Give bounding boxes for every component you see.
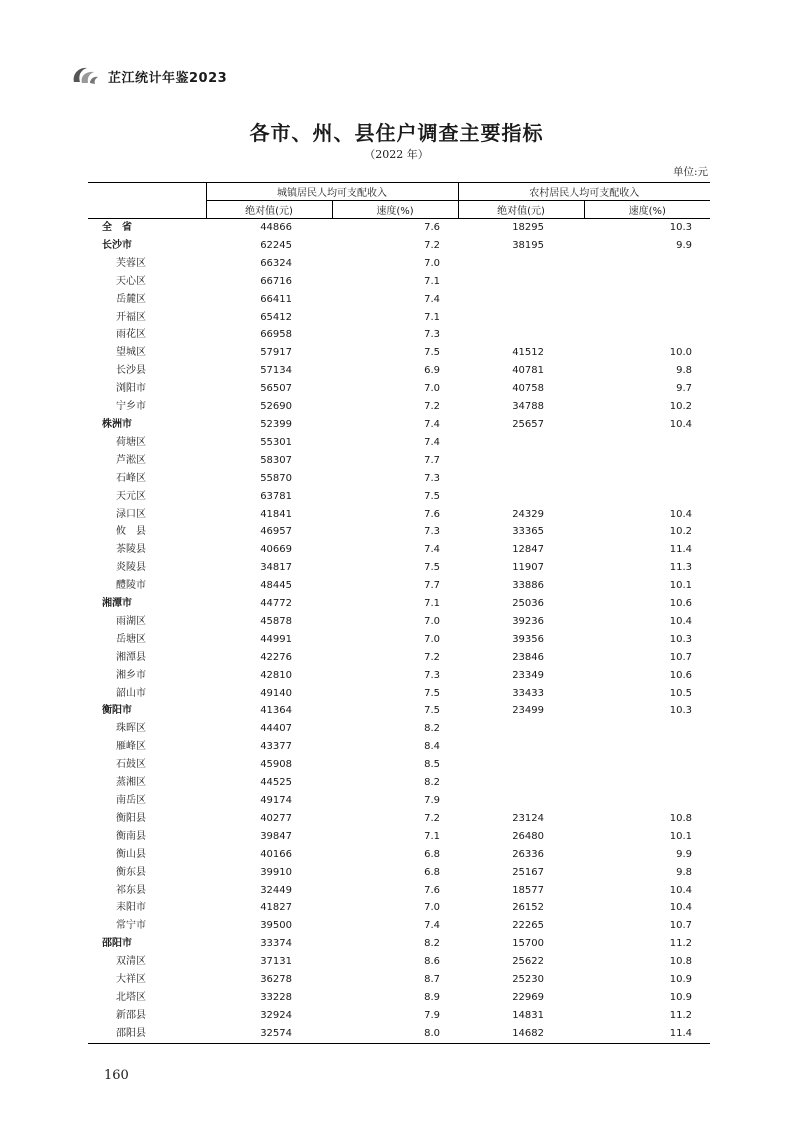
rural-speed-cell: 10.4: [669, 902, 692, 914]
table-row: [88, 595, 710, 613]
rural-abs-cell: 14831: [512, 1009, 544, 1021]
rural-abs-cell: [458, 291, 584, 309]
region-name-cell: 天元区: [116, 490, 146, 502]
rural-speed-cell: 10.0: [669, 347, 692, 359]
table-row: [88, 309, 710, 327]
urban-speed-cell: 6.8: [424, 866, 440, 878]
rural-abs-cell: 26336: [512, 848, 544, 860]
table-row: [88, 326, 710, 344]
rural-abs-cell: [458, 255, 584, 273]
rural-abs-cell: 24329: [512, 508, 544, 520]
rural-abs-cell: [458, 738, 584, 756]
rural-speed-cell: 10.6: [669, 598, 692, 610]
region-name-cell: 宁乡市: [116, 401, 146, 413]
region-name-cell: 雁峰区: [116, 741, 146, 753]
urban-abs-cell: 52399: [260, 418, 292, 430]
rural-abs-cell: [458, 273, 584, 291]
urban-speed-cell: 8.2: [424, 777, 440, 789]
table-row: [88, 559, 710, 577]
table-row: [88, 828, 710, 846]
urban-abs-cell: 39500: [260, 920, 292, 932]
rural-speed-cell: 10.2: [669, 526, 692, 538]
table-row: [88, 613, 710, 631]
income-table: [88, 182, 710, 1044]
urban-abs-cell: 44772: [260, 598, 292, 610]
table-row: [88, 523, 710, 541]
rural-abs-cell: [458, 756, 584, 774]
table-row: [88, 953, 710, 971]
urban-abs-cell: 63781: [260, 490, 292, 502]
header-urban-abs: 绝对值(元): [206, 201, 332, 219]
rural-speed-cell: [584, 273, 710, 291]
rural-speed-cell: [584, 452, 710, 470]
rural-speed-cell: 11.2: [669, 1009, 692, 1021]
urban-speed-cell: 7.1: [424, 598, 440, 610]
region-name-cell: 衡东县: [116, 866, 146, 878]
region-name-cell: 邵阳市: [102, 938, 132, 950]
page-number: 160: [104, 1068, 129, 1083]
region-name-cell: 浏阳市: [116, 383, 146, 395]
rural-abs-cell: [458, 792, 584, 810]
urban-abs-cell: 44525: [260, 777, 292, 789]
rural-speed-cell: 10.7: [669, 920, 692, 932]
table-row: [88, 380, 710, 398]
table-row: [88, 935, 710, 953]
rural-abs-cell: [458, 326, 584, 344]
rural-speed-cell: 10.4: [669, 615, 692, 627]
urban-abs-cell: 32924: [260, 1009, 292, 1021]
rural-abs-cell: 15700: [512, 938, 544, 950]
region-name-cell: 攸 县: [116, 526, 146, 538]
table-row: [88, 899, 710, 917]
region-name-cell: 天心区: [116, 275, 146, 287]
rural-abs-cell: 18577: [512, 884, 544, 896]
region-name-cell: 北塔区: [116, 991, 146, 1003]
page-header: [70, 62, 227, 90]
rural-abs-cell: 14682: [458, 1025, 584, 1043]
urban-abs-cell: 40277: [260, 812, 292, 824]
region-name-cell: 岳塘区: [116, 633, 146, 645]
rural-abs-cell: 41512: [512, 347, 544, 359]
rural-speed-cell: 10.1: [669, 580, 692, 592]
urban-speed-cell: 6.9: [424, 365, 440, 377]
rural-speed-cell: 9.8: [676, 866, 692, 878]
region-name-cell: 衡南县: [116, 830, 146, 842]
urban-abs-cell: 43377: [260, 741, 292, 753]
rural-speed-cell: [584, 434, 710, 452]
rural-speed-cell: [584, 326, 710, 344]
rural-abs-cell: 40781: [512, 365, 544, 377]
table-row: [88, 702, 710, 720]
rural-abs-cell: 12847: [512, 544, 544, 556]
region-name-cell: 株洲市: [102, 418, 132, 430]
region-name-cell: 韶山市: [116, 687, 146, 699]
urban-speed-cell: 7.7: [424, 580, 440, 592]
table-row: [88, 667, 710, 685]
urban-abs-cell: 36278: [260, 974, 292, 986]
rural-abs-cell: 25167: [512, 866, 544, 878]
urban-abs-cell: 66958: [260, 329, 292, 341]
urban-speed-cell: 7.0: [424, 902, 440, 914]
rural-speed-cell: 10.6: [669, 669, 692, 681]
region-name-cell: 石鼓区: [116, 759, 146, 771]
region-name-cell: 珠晖区: [116, 723, 146, 735]
urban-speed-cell: 7.9: [424, 1009, 440, 1021]
urban-abs-cell: 40669: [260, 544, 292, 556]
rural-speed-cell: 9.9: [676, 239, 692, 251]
table-body: [88, 219, 710, 1044]
table-row: [88, 846, 710, 864]
region-name-cell: 渌口区: [116, 508, 146, 520]
urban-abs-cell: 44866: [260, 222, 292, 233]
rural-abs-cell: 39356: [512, 633, 544, 645]
rural-abs-cell: 33433: [512, 687, 544, 699]
urban-speed-cell: 7.0: [424, 633, 440, 645]
urban-abs-cell: 52690: [260, 401, 292, 413]
urban-speed-cell: 7.3: [424, 472, 440, 484]
table-row: [88, 774, 710, 792]
table-row: [88, 362, 710, 380]
urban-abs-cell: 46957: [260, 526, 292, 538]
rural-speed-cell: [584, 756, 710, 774]
rural-abs-cell: 11907: [512, 562, 544, 574]
region-name-cell: 衡阳县: [116, 812, 146, 824]
region-name-cell: 雨湖区: [116, 615, 146, 627]
table-row: [88, 810, 710, 828]
urban-abs-cell: 62245: [260, 239, 292, 251]
rural-abs-cell: 22969: [512, 991, 544, 1003]
rural-speed-cell: [584, 291, 710, 309]
urban-speed-cell: 8.0: [332, 1025, 458, 1043]
rural-speed-cell: 10.3: [669, 705, 692, 717]
rural-abs-cell: [458, 470, 584, 488]
urban-speed-cell: 7.4: [424, 544, 440, 556]
urban-speed-cell: 7.9: [424, 795, 440, 806]
rural-speed-cell: 9.9: [676, 848, 692, 860]
table-row: [88, 291, 710, 309]
region-name-cell: 芦淞区: [116, 454, 146, 466]
region-name-cell: 邵阳县: [88, 1025, 206, 1043]
table-row: [88, 416, 710, 434]
table-row: [88, 398, 710, 416]
rural-speed-cell: 11.3: [669, 562, 692, 574]
region-name-cell: 大祥区: [116, 974, 146, 986]
urban-abs-cell: 45878: [260, 615, 292, 627]
book-title: 芷江统计年鉴2023: [108, 70, 228, 86]
region-name-cell: 蒸湘区: [116, 777, 146, 789]
urban-abs-cell: 65412: [260, 311, 292, 323]
region-name-cell: 常宁市: [116, 920, 146, 932]
table-row: [88, 237, 710, 255]
header-rural-speed: 速度(%): [584, 201, 710, 219]
rural-speed-cell: 10.9: [669, 974, 692, 986]
region-name-cell: 石峰区: [116, 472, 146, 484]
rural-abs-cell: 23124: [512, 812, 544, 824]
table-row: [88, 792, 710, 810]
urban-abs-cell: 41841: [260, 508, 292, 520]
header-urban-group: 城镇居民人均可支配收入: [206, 183, 458, 201]
urban-abs-cell: 41827: [260, 902, 292, 914]
rural-abs-cell: 40758: [512, 383, 544, 395]
region-name-cell: 湘潭市: [102, 598, 132, 610]
rural-speed-cell: [584, 720, 710, 738]
urban-abs-cell: 42810: [260, 669, 292, 681]
yearbook-logo-icon: [70, 64, 100, 88]
table-row: [88, 738, 710, 756]
rural-speed-cell: 10.8: [669, 812, 692, 824]
urban-speed-cell: 7.6: [424, 884, 440, 896]
urban-abs-cell: 49140: [260, 687, 292, 699]
region-name-cell: 湘潭县: [116, 651, 146, 663]
urban-abs-cell: 44991: [260, 633, 292, 645]
urban-abs-cell: 55301: [260, 436, 292, 448]
table-row: [88, 273, 710, 291]
urban-abs-cell: 48445: [260, 580, 292, 592]
table-row: [88, 434, 710, 452]
rural-speed-cell: [584, 488, 710, 506]
urban-speed-cell: 7.1: [424, 830, 440, 842]
rural-abs-cell: [458, 720, 584, 738]
urban-speed-cell: 8.5: [424, 759, 440, 771]
rural-abs-cell: 22265: [512, 920, 544, 932]
urban-abs-cell: 44407: [260, 723, 292, 735]
region-name-cell: 新邵县: [116, 1009, 146, 1021]
urban-speed-cell: 8.4: [424, 741, 440, 753]
urban-speed-cell: 7.5: [424, 347, 440, 359]
urban-abs-cell: 33228: [260, 991, 292, 1003]
rural-abs-cell: 26480: [512, 830, 544, 842]
urban-speed-cell: 7.1: [424, 275, 440, 287]
rural-speed-cell: 11.4: [669, 544, 692, 556]
urban-abs-cell: 56507: [260, 383, 292, 395]
rural-abs-cell: [458, 488, 584, 506]
rural-speed-cell: 10.8: [669, 956, 692, 968]
region-name-cell: 开福区: [116, 311, 146, 323]
urban-speed-cell: 7.0: [424, 615, 440, 627]
page-subtitle: （2022 年）: [364, 148, 429, 161]
region-name-cell: 祁东县: [116, 884, 146, 896]
rural-abs-cell: 25230: [512, 974, 544, 986]
table-row: [88, 631, 710, 649]
table-row: [88, 255, 710, 273]
region-name-cell: 芙蓉区: [116, 257, 146, 269]
rural-abs-cell: [458, 774, 584, 792]
table-row: [88, 577, 710, 595]
table-row: [88, 685, 710, 703]
table-header-group-row: [88, 183, 710, 201]
rural-speed-cell: 11.4: [584, 1025, 710, 1043]
rural-abs-cell: 23846: [512, 651, 544, 663]
header-rural-group: 农村居民人均可支配收入: [458, 183, 710, 201]
table-row: [88, 1007, 710, 1025]
urban-abs-cell: 39847: [260, 830, 292, 842]
rural-abs-cell: 38195: [512, 239, 544, 251]
urban-speed-cell: 8.2: [424, 723, 440, 735]
urban-speed-cell: 7.6: [424, 222, 440, 233]
urban-speed-cell: 6.8: [424, 848, 440, 860]
region-name-cell: 衡山县: [116, 848, 146, 860]
table-row: [88, 452, 710, 470]
urban-abs-cell: 42276: [260, 651, 292, 663]
urban-abs-cell: 40166: [260, 848, 292, 860]
rural-speed-cell: [584, 738, 710, 756]
urban-speed-cell: 7.0: [424, 383, 440, 395]
table-row: [88, 649, 710, 667]
rural-abs-cell: 25622: [512, 956, 544, 968]
rural-speed-cell: 10.4: [669, 508, 692, 520]
urban-abs-cell: 49174: [260, 795, 292, 806]
rural-speed-cell: 10.3: [669, 633, 692, 645]
table-row: [88, 864, 710, 882]
urban-speed-cell: 7.5: [424, 705, 440, 717]
rural-abs-cell: 25036: [512, 598, 544, 610]
table-row: [88, 1025, 710, 1043]
urban-speed-cell: 7.3: [424, 329, 440, 341]
rural-speed-cell: 10.7: [669, 651, 692, 663]
table-row: [88, 971, 710, 989]
rural-abs-cell: 23499: [512, 705, 544, 717]
urban-speed-cell: 8.2: [424, 938, 440, 950]
table-row: [88, 488, 710, 506]
region-name-cell: 荷塘区: [116, 436, 146, 448]
urban-speed-cell: 7.5: [424, 687, 440, 699]
region-name-cell: 长沙市: [102, 239, 132, 251]
rural-speed-cell: [584, 774, 710, 792]
urban-speed-cell: 7.4: [424, 293, 440, 305]
rural-speed-cell: 11.2: [669, 938, 692, 950]
urban-speed-cell: 7.0: [424, 257, 440, 269]
urban-speed-cell: 7.4: [424, 920, 440, 932]
urban-abs-cell: 66411: [260, 293, 292, 305]
rural-abs-cell: 25657: [512, 418, 544, 430]
urban-abs-cell: 45908: [260, 759, 292, 771]
urban-abs-cell: 57134: [260, 365, 292, 377]
urban-speed-cell: 7.4: [424, 436, 440, 448]
table-row: [88, 882, 710, 900]
urban-speed-cell: 7.2: [424, 239, 440, 251]
unit-label: 单位:元: [672, 166, 708, 178]
rural-speed-cell: 10.4: [669, 418, 692, 430]
region-name-cell: 湘乡市: [116, 669, 146, 681]
urban-speed-cell: 8.7: [424, 974, 440, 986]
urban-abs-cell: 37131: [260, 956, 292, 968]
urban-abs-cell: 58307: [260, 454, 292, 466]
table-row: [88, 720, 710, 738]
urban-abs-cell: 66324: [260, 257, 292, 269]
urban-abs-cell: 33374: [260, 938, 292, 950]
rural-speed-cell: 10.3: [669, 222, 692, 233]
urban-speed-cell: 7.3: [424, 669, 440, 681]
rural-abs-cell: 23349: [512, 669, 544, 681]
page-title: 各市、州、县住户调查主要指标: [249, 121, 544, 145]
rural-speed-cell: [584, 470, 710, 488]
header-urban-speed: 速度(%): [332, 201, 458, 219]
table-row: [88, 344, 710, 362]
urban-speed-cell: 7.7: [424, 454, 440, 466]
rural-abs-cell: 34788: [512, 401, 544, 413]
urban-speed-cell: 7.2: [424, 401, 440, 413]
header-rural-abs: 绝对值(元): [458, 201, 584, 219]
region-name-cell: 岳麓区: [116, 293, 146, 305]
table-row: [88, 541, 710, 559]
region-name-cell: 长沙县: [116, 365, 146, 377]
urban-speed-cell: 7.5: [424, 562, 440, 574]
rural-abs-cell: 33365: [512, 526, 544, 538]
rural-speed-cell: [584, 309, 710, 327]
rural-speed-cell: 10.4: [669, 884, 692, 896]
rural-speed-cell: [584, 792, 710, 810]
urban-abs-cell: 39910: [260, 866, 292, 878]
rural-speed-cell: [584, 255, 710, 273]
urban-abs-cell: 32449: [260, 884, 292, 896]
urban-speed-cell: 7.1: [424, 311, 440, 323]
urban-abs-cell: 66716: [260, 275, 292, 287]
region-name-cell: 南岳区: [116, 795, 146, 806]
table-row: [88, 917, 710, 935]
table-row: [88, 756, 710, 774]
rural-speed-cell: 10.2: [669, 401, 692, 413]
region-name-cell: 茶陵县: [116, 544, 146, 556]
rural-abs-cell: [458, 452, 584, 470]
urban-speed-cell: 7.2: [424, 812, 440, 824]
rural-speed-cell: 9.8: [676, 365, 692, 377]
urban-abs-cell: 41364: [260, 705, 292, 717]
urban-speed-cell: 8.6: [424, 956, 440, 968]
rural-abs-cell: [458, 309, 584, 327]
urban-speed-cell: 7.4: [424, 418, 440, 430]
urban-speed-cell: 7.3: [424, 526, 440, 538]
region-name-cell: 双清区: [116, 956, 146, 968]
rural-speed-cell: 10.9: [669, 991, 692, 1003]
region-name-cell: 衡阳市: [102, 705, 132, 717]
urban-speed-cell: 7.5: [424, 490, 440, 502]
rural-abs-cell: [458, 434, 584, 452]
region-name-cell: 耒阳市: [116, 902, 146, 914]
table-row: [88, 219, 710, 237]
region-name-cell: 全 省: [102, 222, 132, 233]
rural-speed-cell: 10.5: [669, 687, 692, 699]
region-name-cell: 醴陵市: [116, 580, 146, 592]
urban-speed-cell: 7.2: [424, 651, 440, 663]
rural-abs-cell: 39236: [512, 615, 544, 627]
rural-abs-cell: 18295: [512, 222, 544, 233]
region-name-cell: 炎陵县: [116, 562, 146, 574]
table-row: [88, 470, 710, 488]
region-name-cell: 雨花区: [116, 329, 146, 341]
region-name-cell: 望城区: [116, 347, 146, 359]
urban-speed-cell: 7.6: [424, 508, 440, 520]
rural-abs-cell: 26152: [512, 902, 544, 914]
urban-abs-cell: 32574: [206, 1025, 332, 1043]
rural-speed-cell: 9.7: [676, 383, 692, 395]
rural-speed-cell: 10.1: [669, 830, 692, 842]
urban-abs-cell: 55870: [260, 472, 292, 484]
table-row: [88, 506, 710, 524]
rural-abs-cell: 33886: [512, 580, 544, 592]
urban-abs-cell: 34817: [260, 562, 292, 574]
urban-speed-cell: 8.9: [424, 991, 440, 1003]
table-row: [88, 989, 710, 1007]
urban-abs-cell: 57917: [260, 347, 292, 359]
header-corner: [88, 183, 206, 219]
